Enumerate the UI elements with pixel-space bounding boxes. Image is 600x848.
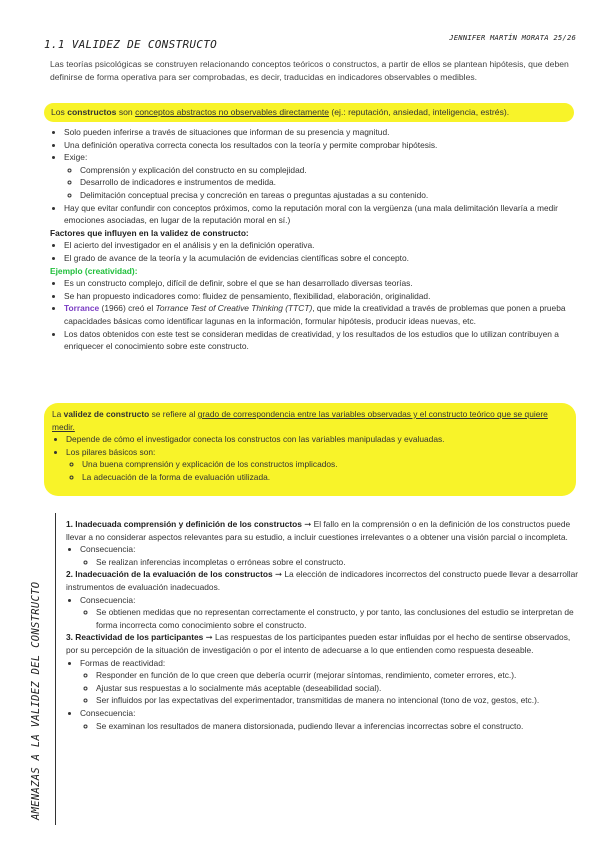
threats-divider — [55, 513, 56, 825]
requires-label: Exige: — [64, 152, 88, 163]
validity-definition-text: grado de correspondencia entre las variables observadas y el constructo teórico que se quiere medir. — [52, 409, 548, 432]
threats-sidebar-label: AMENAZAS A LA VALIDEZ DEL CONSTRUCTO — [30, 581, 42, 820]
pillars-label: Los pilares básicos son: — [66, 446, 156, 457]
list-item: • Se han propuesto indicadores como: fluidez de pensamiento, flexibilidad, elaboración, originalidad. — [64, 290, 580, 303]
threat-3-title: 3. Reactividad de los participantes — [66, 632, 204, 643]
list-item: • Hay que evitar confundir con conceptos próximos, como la reputación moral con la vergüenza (una mala delimitación llevaría a medir emociones asociadas, en lugar de la reputación moral en sí.) — [64, 202, 580, 227]
threat-3 — [66, 631, 581, 656]
list-item: • Depende de cómo el investigador conecta los constructos con las variables manipuladas y evaluadas. — [66, 433, 568, 446]
list-item: ◦ Se realizan inferencias incompletas o erróneas sobre el constructo. — [96, 556, 581, 569]
list-item: ◦ Una buena comprensión y explicación de los constructos implicados. — [82, 458, 568, 471]
list-item — [66, 446, 568, 484]
torrance-test-name: Torrance Test of Creative Thinking (TTCT) — [155, 303, 313, 314]
constructs-section — [50, 126, 580, 353]
example-heading: Ejemplo (creatividad): — [50, 265, 138, 276]
threat-2-title: 2. Inadecuación de la evaluación de los constructos — [66, 569, 273, 580]
list-item: • El grado de avance de la teoría y la acumulación de evidencias científicas sobre el concepto. — [64, 252, 580, 265]
threats-sidebar — [18, 515, 42, 825]
threat-3-list — [66, 657, 581, 733]
consequence-list — [80, 556, 581, 569]
threat-1 — [66, 518, 581, 543]
threats-section — [66, 518, 581, 732]
consequence-list — [80, 606, 581, 631]
section-title: 1.1 VALIDEZ DE CONSTRUCTO — [44, 38, 218, 51]
factors-heading: Factores que influyen en la validez de constructo: — [50, 227, 249, 238]
torrance-pre: (1966) creó el — [99, 303, 156, 314]
list-item: ◦ Ser influidos por las expectativas del experimentador, transmitidas de manera no intencional (tono de voz, gestos, etc.). — [96, 694, 581, 707]
list-item — [80, 594, 581, 632]
list-item: ◦ Se examinan los resultados de manera distorsionada, pudiendo llevar a inferencias incorrectas sobre el constructo. — [96, 720, 581, 733]
list-item — [80, 657, 581, 707]
list-item: ◦ Comprensión y explicación del constructo en su complejidad. — [80, 164, 580, 177]
list-item — [64, 302, 580, 327]
list-item: • El acierto del investigador en el análisis y en la definición operativa. — [64, 239, 580, 252]
threat-3-text: ➞ Las respuestas de los participantes pueden estar influidas por el hecho de sentirse observados, por su percepción de la situación de investigación o por el intento de adecuarse a lo que entienden como respuesta deseable. — [66, 632, 571, 655]
torrance-name: Torrance — [64, 303, 100, 314]
validity-highlight-box — [44, 403, 576, 496]
list-item — [80, 707, 581, 732]
list-item: ◦ Responder en función de lo que creen que debería ocurrir (mejorar síntomas, rendimiento, cometer errores, etc.). — [96, 669, 581, 682]
list-item — [80, 543, 581, 568]
consequence-label: Consecuencia: — [80, 544, 136, 555]
threat-1-list — [66, 543, 581, 568]
highlight-mid: son — [116, 107, 136, 117]
list-item: • Los datos obtenidos con este test se consideran medidas de creatividad, y los resultados de los estudios que lo utilizan contribuyen a enriquecer el conocimiento sobre este constructo. — [64, 328, 580, 353]
validity-points-list — [52, 433, 568, 483]
constructs-term: constructos — [67, 107, 117, 117]
list-item: • Solo pueden inferirse a través de situaciones que informan de su presencia y magnitud. — [64, 126, 580, 139]
validity-term: validez de constructo — [63, 409, 150, 419]
threat-2-text: ➞ La elección de indicadores incorrectos del constructo puede llevar a desarrollar instrumentos de evaluación inadecuados. — [66, 569, 579, 592]
constructs-definition: conceptos abstractos no observables directamente — [135, 107, 330, 117]
example-list — [50, 277, 580, 353]
highlight-suffix: (ej.: reputación, ansiedad, inteligencia, estrés). — [329, 107, 510, 117]
consequence-list — [80, 720, 581, 733]
forms-label: Formas de reactividad: — [80, 657, 166, 668]
list-item: ◦ Delimitación conceptual precisa y concreción en tareas o preguntas ajustadas a su contenido. — [80, 189, 580, 202]
list-item: • Una definición operativa correcta conecta los resultados con la teoría y permite comprobar hipótesis. — [64, 139, 580, 152]
forms-list — [80, 669, 581, 707]
highlight-prefix: Los — [51, 107, 68, 117]
validity-prefix: La — [52, 409, 64, 419]
torrance-post: , que mide la creatividad a través de problemas que ponen a prueba capacidades básicas como identificar lagunas en la información, formular hipótesis, producir ideas nuevas, etc. — [64, 303, 566, 326]
validity-mid: se refiere al — [149, 409, 198, 419]
requirements-list — [64, 164, 580, 202]
threat-1-title: 1. Inadecuada comprensión y definición de los constructos — [66, 519, 302, 529]
consequence-label: Consecuencia: — [80, 594, 136, 605]
list-item: ◦ La adecuación de la forma de evaluación utilizada. — [82, 471, 568, 484]
list-item: ◦ Se obtienen medidas que no representan correctamente el constructo, y por tanto, las conclusiones del estudio se interpretan de forma incorrecta como conocimiento sobre el constructo. — [96, 606, 581, 631]
threat-2 — [66, 568, 581, 593]
list-item: • Es un constructo complejo, difícil de definir, sobre el que se han desarrollado diversas teorías. — [64, 277, 580, 290]
consequence-label: Consecuencia: — [80, 707, 136, 718]
list-item — [64, 151, 580, 201]
threat-1-text: ➞ El fallo en la comprensión o en la definición de los constructos puede llevar a no considerar aspectos relevantes para su estudio, a incluir cuestiones irrelevantes o a obtener una visión parcial o incompleta. — [66, 519, 571, 542]
list-item: ◦ Ajustar sus respuestas a lo socialmente más aceptable (deseabilidad social). — [96, 682, 581, 695]
threat-2-list — [66, 594, 581, 632]
author-label: JENNIFER MARTÍN MORATA 25/26 — [449, 33, 576, 42]
construct-points-list — [50, 126, 580, 227]
validity-definition — [52, 408, 568, 433]
list-item: ◦ Desarrollo de indicadores e instrumentos de medida. — [80, 176, 580, 189]
pillars-list — [66, 458, 568, 483]
factors-list — [50, 239, 580, 264]
intro-paragraph: Las teorías psicológicas se construyen relacionando conceptos teóricos o constructos, a partir de ellos se plantean hipótesis, que deben definirse de forma operativa para ser comprobadas, es decir, traducidas en indicadores observables o medibles. — [50, 59, 569, 82]
constructs-highlight-box — [44, 103, 574, 122]
